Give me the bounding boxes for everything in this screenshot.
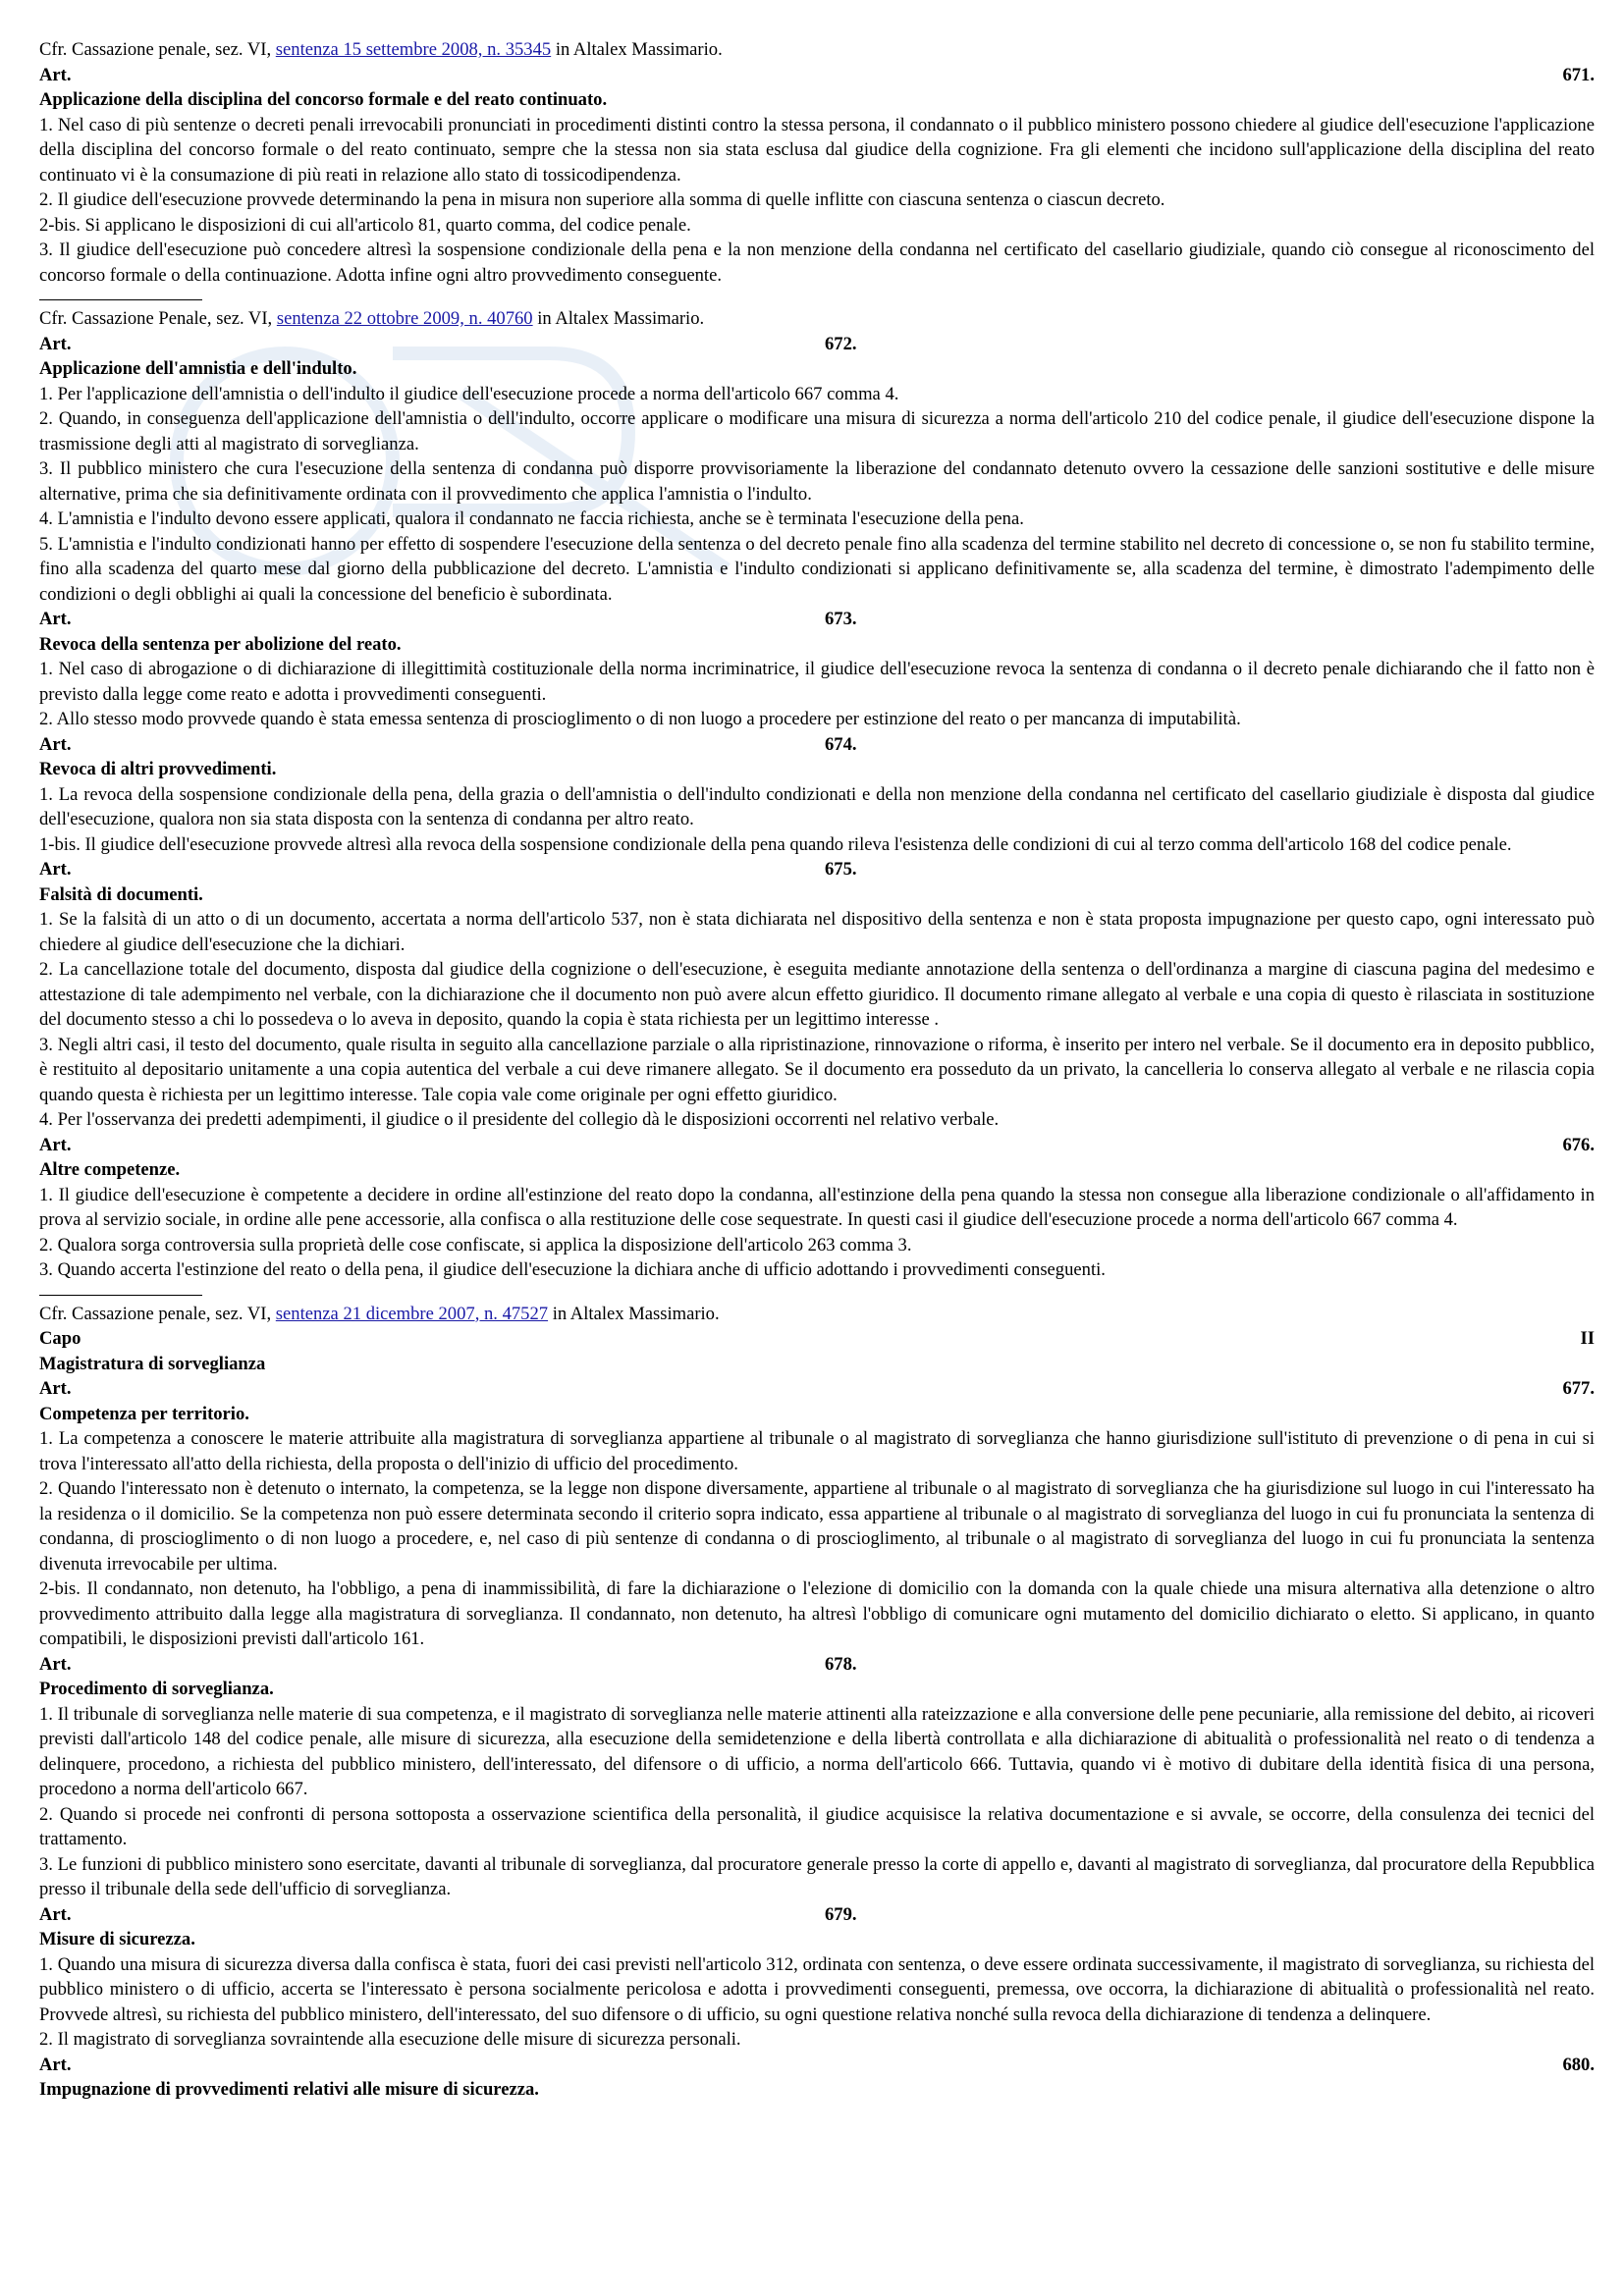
article-label: Art. [39, 2054, 72, 2075]
article-header [39, 63, 1595, 88]
citation-prefix: Cfr. Cassazione penale, sez. VI, [39, 39, 276, 60]
article-number: 672. [825, 333, 857, 354]
article-title: Misure di sicurezza. [39, 1929, 195, 1949]
paragraph: 3. Il giudice dell'esecuzione può concedere altresì la sospensione condizionale della pena e la non menzione della condanna nel certificato del casellario giudiziale, quando ciò consegue al riconoscimento del concorso formale o della continuazione. Adotta infine ogni altro provvedimento conseguente. [39, 240, 1595, 286]
article-header [39, 857, 1595, 882]
paragraph: 4. L'amnistia e l'indulto devono essere applicati, qualora il condannato ne faccia richiesta, anche se è terminata l'esecuzione della pena. [39, 508, 1024, 529]
paragraph: 5. L'amnistia e l'indulto condizionati hanno per effetto di sospendere l'esecuzione della sentenza o del decreto penale fino alla scadenza del termine stabilito nel decreto di concessione o, se non fu stabilito termine, fino alla scadenza del quarto mese dal giorno della pubblicazione del decreto. L'amnistia e l'indulto condizionati si applicano definitivamente se, alla scadenza del termine, è dimostrato l'adempimento delle condizioni o degli obblighi ai quali la concessione del beneficio è subordinata. [39, 533, 1595, 605]
citation-prefix: Cfr. Cassazione penale, sez. VI, [39, 1303, 276, 1324]
article-number: 679. [825, 1903, 857, 1925]
footnote-separator [39, 299, 202, 300]
paragraph: 2. Il magistrato di sorveglianza sovraintende alla esecuzione delle misure di sicurezza personali. [39, 2029, 741, 2050]
article-header [39, 1376, 1595, 1402]
paragraph: 2. Quando, in conseguenza dell'applicazione dell'amnistia o dell'indulto, occorre applicare o modificare una misura di sicurezza a norma dell'articolo 210 del codice penale, il giudice dell'esecuzione dispone la trasmissione degli atti al magistrato di sorveglianza. [39, 408, 1595, 454]
paragraph: 2-bis. Il condannato, non detenuto, ha l'obbligo, a pena di inammissibilità, di fare la dichiarazione o l'elezione di domicilio con la domanda con la quale chiede una misura alternativa alla detenzione o altro provvedimento attribuito dalla legge alla magistratura di sorveglianza. Il condannato, non detenuto, ha altresì l'obbligo di comunicare ogni mutamento del domicilio dichiarato o eletto. Si applicano, in quanto compatibili, le disposizioni previsti dall'articolo 161. [39, 1578, 1595, 1649]
paragraph: 2. Qualora sorga controversia sulla proprietà delle cose confiscate, si applica la disposizione dell'articolo 263 comma 3. [39, 1234, 912, 1255]
article-number: 673. [825, 609, 857, 629]
article-header [39, 332, 1595, 357]
citation-prefix: Cfr. Cassazione Penale, sez. VI, [39, 308, 277, 329]
footnote-separator [39, 1295, 202, 1296]
paragraph: 3. Negli altri casi, il testo del documento, quale risulta in seguito alla cancellazione parziale o alla ripristinazione, rinnovazione o riforma, è inserito per intero nel verbale. Se il documento era in deposito pubblico, è restituito al depositario unitamente a una copia autentica del verbale a cui deve rimanere allegato. Se il documento era posseduto da un privato, la cancelleria lo conserva allegato al verbale e ne rilascia copia quando questa è richiesta per un legittimo interesse. Tale copia vale come originale per ogni effetto giuridico. [39, 1034, 1595, 1105]
paragraph: 2. Quando l'interessato non è detenuto o internato, la competenza, se la legge non dispone diversamente, appartiene al tribunale o al magistrato di sorveglianza che ha giurisdizione sul luogo in cui l'interessato ha la residenza o il domicilio. Se la competenza non può essere determinata secondo il criterio sopra indicato, essa appartiene al tribunale o al magistrato di sorveglianza del luogo in cui fu pronunciata la sentenza di condanna, di proscioglimento o di non luogo a procedere, e, nel caso di più sentenze di condanna o di proscioglimento, al tribunale o al magistrato di sorveglianza del luogo in cui fu pronunciata la sentenza divenuta irrevocabile per ultima. [39, 1478, 1595, 1575]
article-number: 677. [1562, 1378, 1595, 1399]
article-label: Art. [39, 1134, 72, 1155]
paragraph: 1. Nel caso di più sentenze o decreti penali irrevocabili pronunciati in procedimenti distinti contro la stessa persona, il condannato o il pubblico ministero possono chiedere al giudice dell'esecuzione l'applicazione della disciplina del concorso formale o del reato continuato, sempre che la stessa non sia stata esclusa dal giudice della cognizione. Fra gli elementi che incidono sull'applicazione della disciplina del reato continuato vi è la consumazione di più reati in relazione allo stato di tossicodipendenza. [39, 114, 1595, 186]
article-title: Impugnazione di provvedimenti relativi alle misure di sicurezza. [39, 2079, 539, 2100]
article-number: 675. [825, 859, 857, 880]
article-header [39, 1652, 1595, 1678]
article-header [39, 1902, 1595, 1928]
article-number: 671. [1562, 64, 1595, 85]
article-title: Revoca della sentenza per abolizione del reato. [39, 633, 402, 655]
article-label: Art. [39, 333, 72, 354]
paragraph: 1. Se la falsità di un atto o di un documento, accertata a norma dell'articolo 537, non è stata dichiarata nel dispositivo della sentenza e non è stata proposta impugnazione per questo capo, ogni interessato può chiedere al giudice dell'esecuzione che la dichiari. [39, 909, 1595, 955]
article-title: Applicazione dell'amnistia e dell'indulto. [39, 358, 357, 379]
paragraph: 2. Quando si procede nei confronti di persona sottoposta a osservazione scientifica della personalità, il giudice acquisisce la relativa documentazione e si avvale, se occorre, della consulenza dei tecnici del trattamento. [39, 1803, 1595, 1849]
paragraph: 4. Per l'osservanza dei predetti adempimenti, il giudice o il presidente del collegio dà le disposizioni occorrenti nel relativo verbale. [39, 1109, 1000, 1130]
paragraph: 3. Le funzioni di pubblico ministero sono esercitate, davanti al tribunale di sorveglianza, dal procuratore generale presso la corte di appello e, davanti al magistrato di sorveglianza, dal procuratore della Repubblica presso il tribunale della sede dell'ufficio di sorveglianza. [39, 1853, 1595, 1899]
article-label: Art. [39, 859, 72, 880]
article-title: Falsità di documenti. [39, 883, 203, 905]
paragraph: 1. Nel caso di abrogazione o di dichiarazione di illegittimità costituzionale della norma incriminatrice, il giudice dell'esecuzione revoca la sentenza di condanna o il decreto penale dichiarando che il fatto non è previsto dalla legge come reato e adotta i provvedimenti conseguenti. [39, 659, 1595, 705]
article-title: Magistratura di sorveglianza [39, 1353, 266, 1374]
paragraph: 2. Il giudice dell'esecuzione provvede determinando la pena in misura non superiore alla somma di quelle inflitte con ciascuna sentenza o ciascun decreto. [39, 189, 1165, 210]
paragraph: 2-bis. Si applicano le disposizioni di cui all'articolo 81, quarto comma, del codice penale. [39, 214, 691, 236]
citation [39, 1302, 1595, 1327]
citation-link[interactable]: sentenza 22 ottobre 2009, n. 40760 [276, 308, 533, 329]
citation-link[interactable]: sentenza 15 settembre 2008, n. 35345 [275, 39, 552, 60]
article-label: Capo [39, 1328, 81, 1349]
article-number: II [1580, 1328, 1595, 1349]
paragraph: 3. Il pubblico ministero che cura l'esecuzione della sentenza di condanna può disporre provvisoriamente la liberazione del condannato detenuto ovvero la cessazione delle sanzioni sostitutive e delle misure alternative, prima che sia definitivamente ordinata con il provvedimento che applica l'amnistia o l'indulto. [39, 458, 1595, 505]
article-header [39, 2053, 1595, 2078]
article-number: 678. [825, 1653, 857, 1675]
paragraph: 1. La revoca della sospensione condizionale della pena, della grazia o dell'amnistia o dell'indulto condizionati e della non menzione della condanna nel certificato del casellario giudiziale è disposta dal giudice dell'esecuzione, qualora non sia stata disposta con la sentenza di condanna per altro reato. [39, 783, 1595, 829]
article-header [39, 607, 1595, 632]
article-header [39, 1326, 1595, 1352]
article-number: 676. [1562, 1134, 1595, 1155]
article-title: Competenza per territorio. [39, 1403, 249, 1424]
citation-suffix: in Altalex Massimario. [551, 39, 723, 60]
article-label: Art. [39, 1903, 72, 1925]
paragraph: 1. Il giudice dell'esecuzione è competente a decidere in ordine all'estinzione del reato dopo la condanna, all'estinzione della pena quando la stessa non consegue alla liberazione condizionale o all'affidamento in prova al servizio sociale, in ordine alle pene accessorie, alla confisca o alla restituzione delle cose sequestrate. In questi casi il giudice dell'esecuzione procede a norma dell'articolo 667 comma 4. [39, 1184, 1595, 1230]
citation [39, 306, 1595, 332]
article-header [39, 1133, 1595, 1158]
paragraph: 1. Per l'applicazione dell'amnistia o dell'indulto il giudice dell'esecuzione procede a norma dell'articolo 667 comma 4. [39, 383, 899, 404]
citation-link[interactable]: sentenza 21 dicembre 2007, n. 47527 [275, 1303, 549, 1324]
article-label: Art. [39, 1378, 72, 1399]
citation [39, 37, 1595, 63]
article-label: Art. [39, 1653, 72, 1675]
article-title: Altre competenze. [39, 1159, 181, 1180]
article-number: 680. [1562, 2054, 1595, 2075]
article-label: Art. [39, 64, 72, 85]
paragraph: 1. Il tribunale di sorveglianza nelle materie di sua competenza, e il magistrato di sorveglianza nelle materie attinenti alla rateizzazione e alla conversione delle pene pecuniarie, alla remissione del debito, ai ricoveri previsti dall'articolo 148 del codice penale, alle misure di sicurezza, alla esecuzione della semidetenzione e della libertà controllata e alla dichiarazione di abitualità o professionalità nel reato o di tendenza a delinquere, procedono, a richiesta del pubblico ministero, dell'interessato, del difensore o di ufficio, a norma dell'articolo 666. Tuttavia, quando vi è motivo di dubitare della identità fisica di una persona, procedono a norma dell'articolo 667. [39, 1703, 1595, 1799]
article-header [39, 732, 1595, 758]
article-label: Art. [39, 609, 72, 629]
article-number: 674. [825, 733, 857, 755]
article-title: Revoca di altri provvedimenti. [39, 759, 277, 779]
paragraph: 1. La competenza a conoscere le materie attribuite alla magistratura di sorveglianza appartiene al tribunale o al magistrato di sorveglianza che hanno giurisdizione sull'istituto di prevenzione o di pena in cui si trova l'interessato all'atto della richiesta, della proposta o dell'inizio di ufficio del procedimento. [39, 1428, 1595, 1474]
article-title: Procedimento di sorveglianza. [39, 1679, 274, 1699]
citation-suffix: in Altalex Massimario. [548, 1303, 720, 1324]
article-title: Applicazione della disciplina del concorso formale e del reato continuato. [39, 89, 608, 110]
paragraph: 2. Allo stesso modo provvede quando è stata emessa sentenza di proscioglimento o di non luogo a procedere per estinzione del reato o per mancanza di imputabilità. [39, 709, 1241, 729]
document-page [39, 37, 1595, 2103]
paragraph: 3. Quando accerta l'estinzione del reato o della pena, il giudice dell'esecuzione la dichiara anche di ufficio adottando i provvedimenti conseguenti. [39, 1259, 1106, 1280]
paragraph: 1. Quando una misura di sicurezza diversa dalla confisca è stata, fuori dei casi previsti nell'articolo 312, ordinata con sentenza, o deve essere ordinata successivamente, il magistrato di sorveglianza, su richiesta del pubblico ministero o di ufficio, accerta se l'interessato è persona socialmente pericolosa e adotta i provvedimenti conseguenti, premessa, ove occorra, la dichiarazione di abitualità o professionalità nel reato. Provvede altresì, su richiesta del pubblico ministero, dell'interessato, del suo difensore o di ufficio, su ogni questione relativa nonché sulla revoca della dichiarazione di tendenza a delinquere. [39, 1953, 1595, 2025]
paragraph: 1-bis. Il giudice dell'esecuzione provvede altresì alla revoca della sospensione condizionale della pena quando rileva l'esistenza delle condizioni di cui al terzo comma dell'articolo 168 del codice penale. [39, 833, 1512, 855]
paragraph: 2. La cancellazione totale del documento, disposta dal giudice della cognizione o dell'esecuzione, è eseguita mediante annotazione della sentenza o dell'ordinanza a margine di ciascuna pagina del medesimo e attestazione di tale adempimento nel verbale, con la dichiarazione che il documento non può avere alcun effetto giuridico. Il documento rimane allegato al verbale e una copia di questo è rilasciata in sostituzione del documento stesso a chi lo possedeva o lo aveva in deposito, quando la copia è stata richiesta per un legittimo interesse . [39, 959, 1595, 1030]
citation-suffix: in Altalex Massimario. [532, 308, 705, 329]
article-label: Art. [39, 733, 72, 755]
